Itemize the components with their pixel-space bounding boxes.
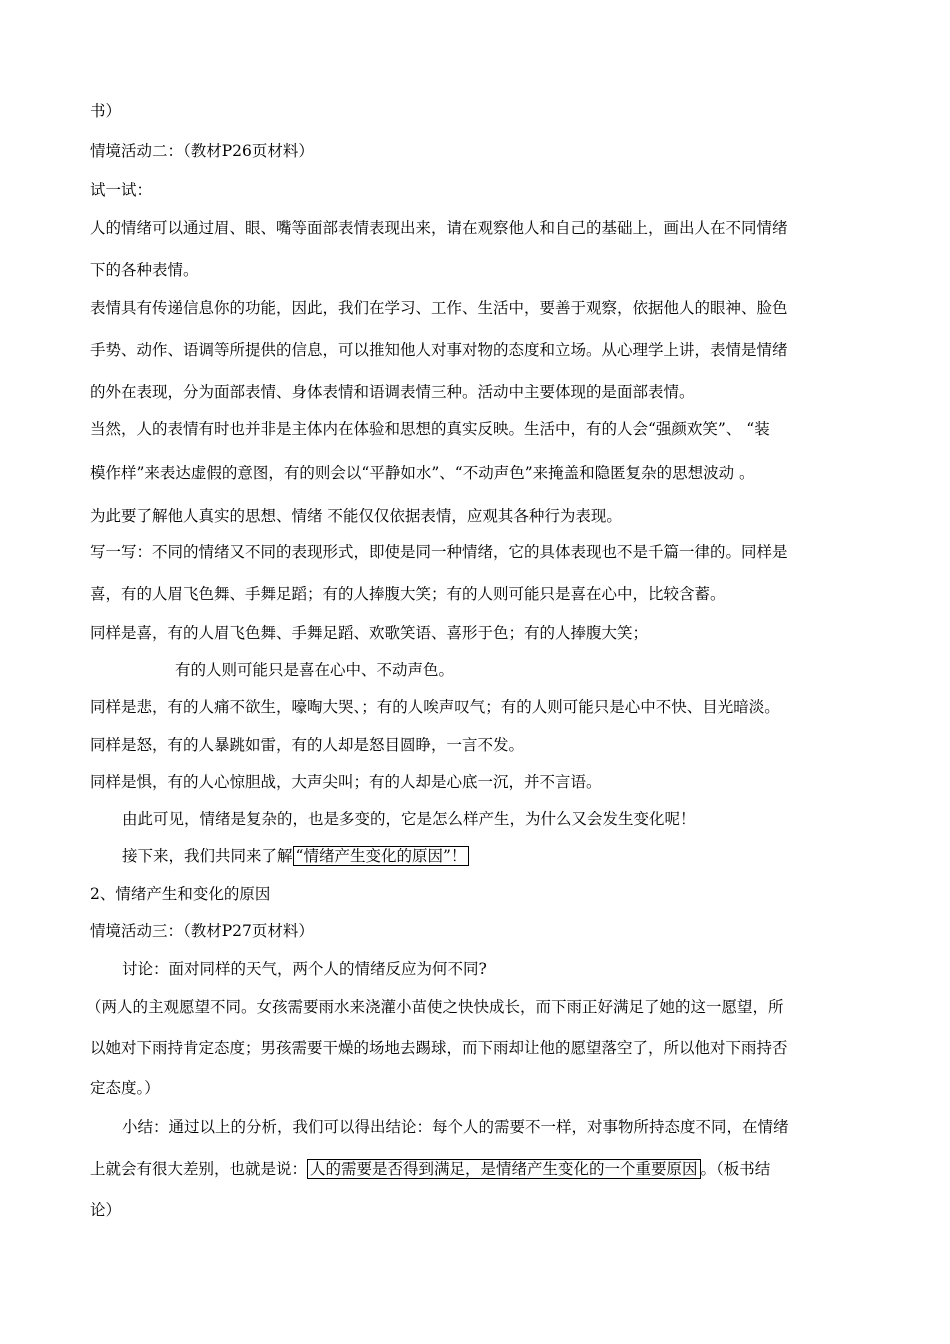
text-line: 下的各种表情。 (90, 261, 199, 279)
text-line: 同样是悲，有的人痛不欲生，嚎啕大哭、；有的人唉声叹气；有的人则可能只是心中不快、目光暗淡。 (90, 698, 780, 716)
text-line: 喜，有的人眉飞色舞、手舞足蹈；有的人捧腹大笑；有的人则可能只是喜在心中，比较含蓄。 (90, 585, 726, 603)
activity-heading: 情境活动二：（教材P26页材料） (90, 142, 314, 160)
text-line: 人的情绪可以通过眉、眼、嘴等面部表情表现出来，请在观察他人和自己的基础上，画出人在不同情绪 (90, 219, 788, 237)
text-line-indented: 小结：通过以上的分析，我们可以得出结论：每个人的需要不一样，对事物所持态度不同，在情绪 (122, 1118, 789, 1136)
text-line: 同样是喜，有的人眉飞色舞、手舞足蹈、欢歌笑语、喜形于色；有的人捧腹大笑； (90, 624, 649, 642)
text-span: 接下来，我们共同来了解 (122, 847, 293, 865)
text-line: 书） (90, 102, 122, 120)
boxed-conclusion: 人的需要是否得到满足，是情绪产生变化的一个重要原因 (307, 1159, 701, 1179)
section-heading: 2、情绪产生和变化的原因 (90, 885, 271, 903)
text-line: 定态度。） (90, 1079, 160, 1097)
text-line: 手势、动作、语调等所提供的信息，可以推知他人对事对物的态度和立场。从心理学上讲，表情是情绪 (90, 341, 788, 359)
text-line: 模作样”来表达虚假的意图，有的则会以“平静如水”、“不动声色”来掩盖和隐匿复杂的思想波动 。 (90, 464, 755, 482)
text-line: 表情具有传递信息你的功能，因此，我们在学习、工作、生活中，要善于观察，依据他人的眼神、脸色 (90, 299, 788, 317)
text-line: 以她对下雨持肯定态度；男孩需要干燥的场地去踢球，而下雨却让他的愿望落空了，所以他对下雨持否 (90, 1039, 788, 1057)
text-line-indented: 讨论：面对同样的天气，两个人的情绪反应为何不同? (122, 960, 487, 978)
text-line: 论） (90, 1201, 122, 1219)
text-line: （两人的主观愿望不同。女孩需要雨水来浇灌小苗使之快快成长，而下雨正好满足了她的这一愿望，所 (86, 998, 784, 1016)
boxed-key-phrase: “情绪产生变化的原因”！ (293, 846, 470, 866)
text-span: 。（板书结 (700, 1160, 771, 1178)
text-line: 为此要了解他人真实的思想、情绪 不能仅仅依据表情，应观其各种行为表现。 (90, 507, 622, 525)
text-line (90, 1159, 770, 1179)
text-line: 的外在表现，分为面部表情、身体表情和语调表情三种。活动中主要体现的是面部表情。 (90, 383, 695, 401)
text-line-indented (122, 846, 469, 866)
text-line: 当然，人的表情有时也并非是主体内在体验和思想的真实反映。生活中，有的人会“强颜欢笑”、 “装 (90, 420, 770, 438)
text-line: 写一写：不同的情绪又不同的表现形式，即使是同一种情绪，它的具体表现也不是千篇一律的。同样是 (90, 543, 788, 561)
text-line-indented: 有的人则可能只是喜在心中、不动声色。 (175, 661, 455, 679)
text-line: 同样是惧，有的人心惊胆战，大声尖叫；有的人却是心底一沉，并不言语。 (90, 773, 602, 791)
text-span: 上就会有很大差别，也就是说： (90, 1160, 308, 1178)
activity-heading: 情境活动三：（教材P27页材料） (90, 922, 314, 940)
text-line: 同样是怒，有的人暴跳如雷，有的人却是怒目圆睁，一言不发。 (90, 736, 525, 754)
text-line-indented: 由此可见，情绪是复杂的，也是多变的，它是怎么样产生，为什么又会发生变化呢！ (122, 810, 696, 828)
text-line: 试一试： (90, 181, 153, 199)
